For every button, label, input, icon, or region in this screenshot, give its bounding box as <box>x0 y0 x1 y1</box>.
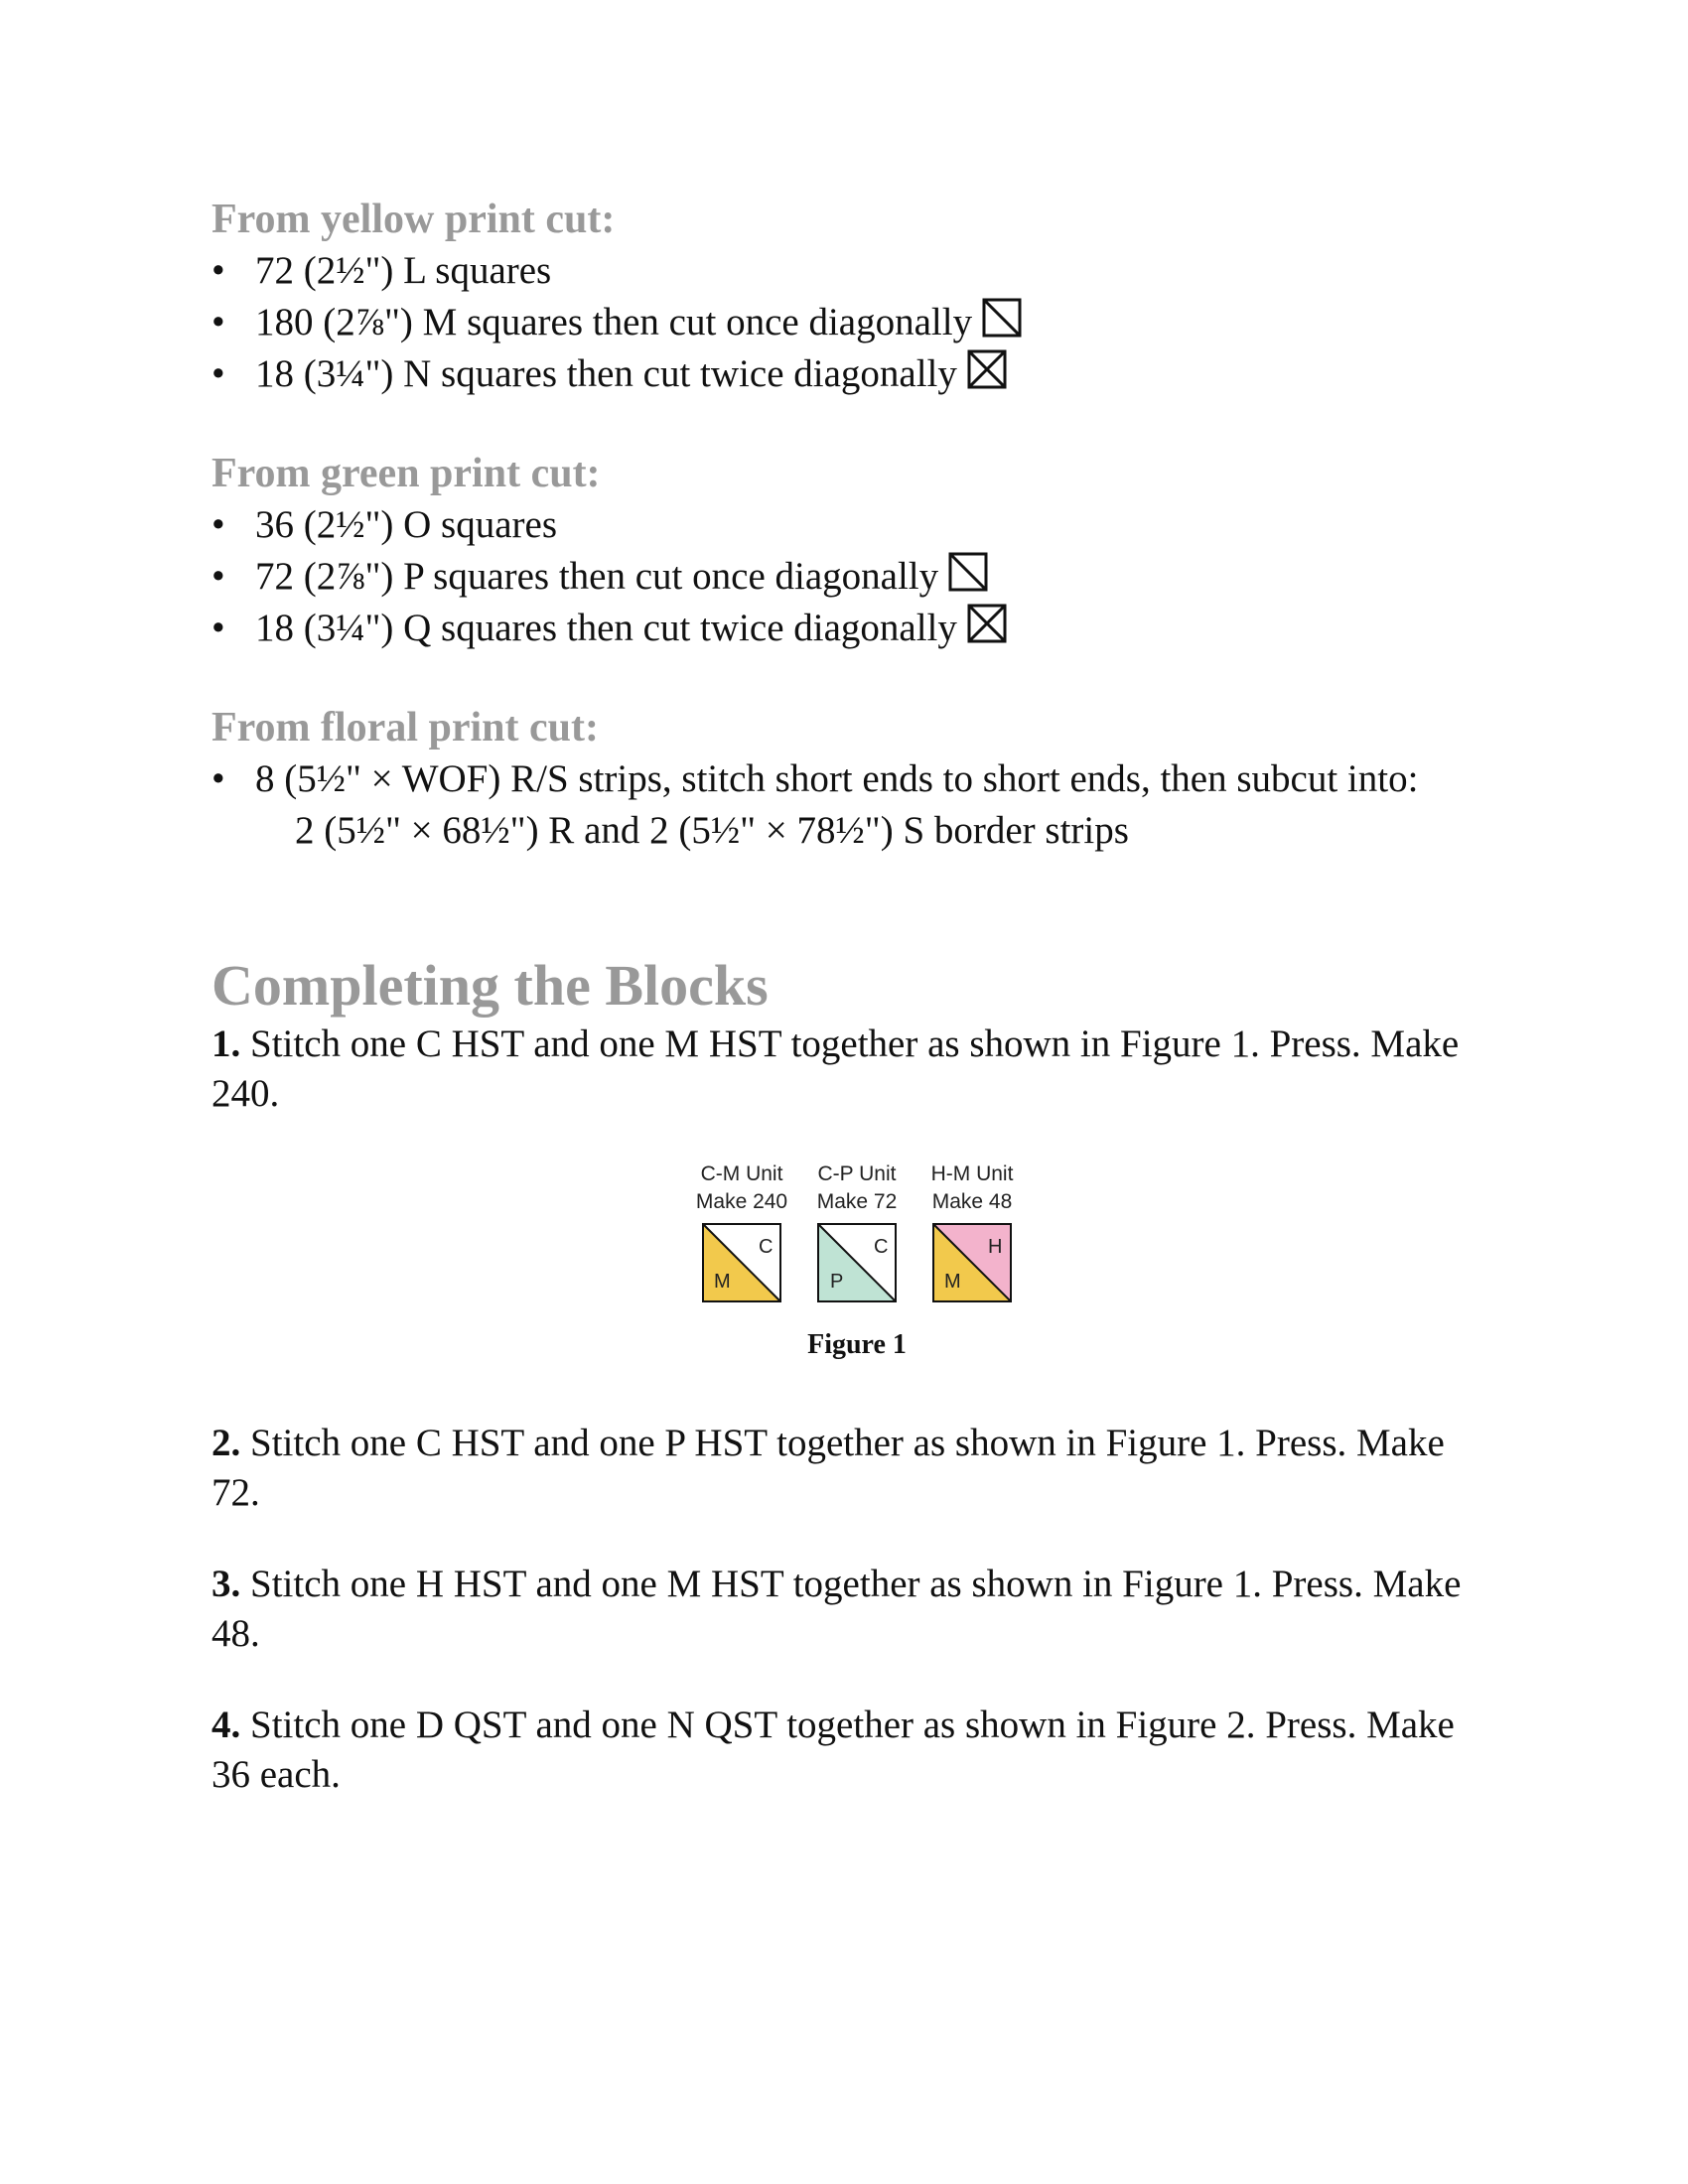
unit-cp <box>816 1160 898 1303</box>
unit-make-count: Make 240 <box>695 1190 788 1213</box>
list-item-text: 72 (2½") L squares <box>255 249 552 292</box>
bullet-icon: • <box>211 301 225 343</box>
figure-units-row <box>211 1160 1502 1303</box>
unit-title: C-M Unit <box>700 1162 783 1185</box>
hst-bottom-letter: P <box>830 1271 844 1293</box>
unit-hm <box>931 1160 1013 1303</box>
cut-twice-diagonal-icon <box>967 604 1007 643</box>
section-heading: From floral print cut: <box>211 705 599 751</box>
list-item <box>211 499 1502 551</box>
step-number: 1. <box>211 1023 241 1065</box>
list-item <box>211 753 1486 805</box>
step-number: 3. <box>211 1563 241 1605</box>
step-text: Stitch one C HST and one P HST together as shown in Figure 1. Press. Make 72. <box>211 1422 1445 1514</box>
unit-cm <box>695 1160 788 1303</box>
list-item <box>211 245 1502 297</box>
step-paragraph <box>211 1560 1473 1659</box>
bullet-icon: • <box>211 352 225 395</box>
bullet-icon: • <box>211 249 225 292</box>
section-heading: From green print cut: <box>211 451 601 496</box>
section-floral-print <box>211 702 1502 857</box>
unit-title: C-P Unit <box>817 1162 897 1185</box>
figure-caption: Figure 1 <box>807 1329 907 1360</box>
hst-bottom-letter: M <box>944 1271 961 1293</box>
hst-unit-diagram <box>701 1222 782 1303</box>
bullet-icon: • <box>211 555 225 598</box>
cut-once-diagonal-icon <box>948 552 988 592</box>
step-text: Stitch one H HST and one M HST together as shown in Figure 1. Press. Make 48. <box>211 1563 1462 1655</box>
list-item <box>211 551 1502 603</box>
cut-list <box>211 499 1502 654</box>
list-item <box>211 603 1502 654</box>
list-item <box>211 297 1502 348</box>
list-item <box>211 348 1502 400</box>
unit-make-count: Make 72 <box>816 1190 898 1213</box>
cut-list <box>211 245 1502 400</box>
hst-top-letter: H <box>988 1236 1003 1258</box>
unit-make-count: Make 48 <box>931 1190 1013 1213</box>
step-paragraph <box>211 1701 1473 1800</box>
step-text: Stitch one C HST and one M HST together as shown in Figure 1. Press. Make 240. <box>211 1023 1460 1115</box>
hst-top-letter: C <box>759 1236 774 1258</box>
hst-bottom-letter: M <box>714 1271 731 1293</box>
bullet-icon: • <box>211 503 225 546</box>
cut-twice-diagonal-icon <box>967 349 1007 389</box>
hst-top-letter: C <box>874 1236 889 1258</box>
bullet-icon: • <box>211 607 225 649</box>
step-paragraph <box>211 1020 1473 1119</box>
list-item-text: 36 (2½") O squares <box>255 503 558 546</box>
list-item-text: 72 (2⅞") P squares then cut once diagonally <box>255 555 939 598</box>
bullet-icon: • <box>211 757 225 800</box>
step-number: 4. <box>211 1704 241 1746</box>
cut-list <box>211 753 1502 805</box>
list-item-text: 18 (3¼") Q squares then cut twice diagonally <box>255 607 957 649</box>
hst-unit-diagram <box>816 1222 898 1303</box>
section-yellow-print <box>211 194 1502 400</box>
completing-heading: Completing the Blocks <box>211 953 769 1018</box>
sub-list-item: 2 (5½" × 68½") R and 2 (5½" × 78½") S border strips <box>295 809 1129 852</box>
step-text: Stitch one D QST and one N QST together as shown in Figure 2. Press. Make 36 each. <box>211 1704 1455 1796</box>
list-item-text: 18 (3¼") N squares then cut twice diagonally <box>255 352 957 395</box>
document-page <box>211 194 1502 1842</box>
section-heading: From yellow print cut: <box>211 197 616 242</box>
hst-unit-diagram <box>931 1222 1013 1303</box>
section-green-print <box>211 448 1502 654</box>
step-number: 2. <box>211 1422 241 1464</box>
list-item-text: 180 (2⅞") M squares then cut once diagonally <box>255 301 973 343</box>
unit-title: H-M Unit <box>930 1162 1014 1185</box>
list-item-text: 8 (5½" × WOF) R/S strips, stitch short ends to short ends, then subcut into: <box>255 757 1419 800</box>
cut-once-diagonal-icon <box>982 298 1022 338</box>
step-paragraph <box>211 1419 1473 1518</box>
figure-1 <box>211 1160 1502 1361</box>
